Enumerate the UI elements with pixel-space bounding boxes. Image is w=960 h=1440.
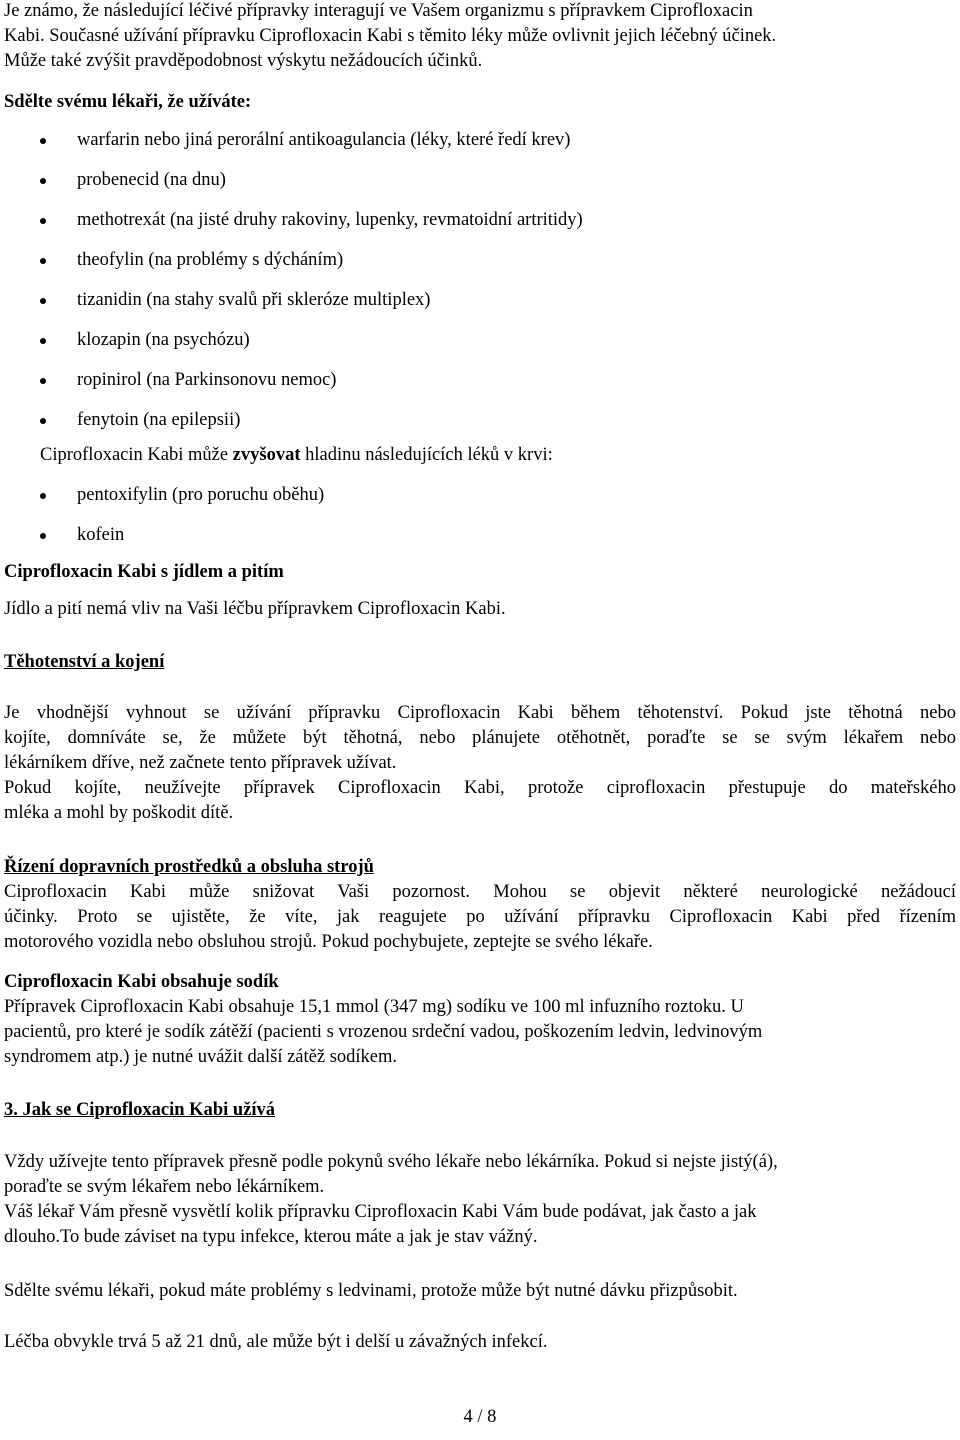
sodium-heading: Ciprofloxacin Kabi obsahuje sodík [4, 972, 279, 992]
list-item: kofein [4, 523, 956, 548]
pregnancy-paragraph [4, 701, 956, 826]
text-line: účinky. Proto se ujistěte, že víte, jak reagujete po užívání přípravku Ciprofloxacin Kabi před řízením [4, 907, 956, 927]
tell-doctor-heading: Sdělte svému lékaři, že užíváte: [4, 92, 252, 112]
text-line: Je vhodnější vyhnout se užívání přípravku Ciprofloxacin Kabi během těhotenství. Pokud jste těhotná nebo [4, 703, 956, 723]
text-line: kojíte, domníváte se, že můžete být těhotná, nebo plánujete otěhotnět, poraďte se se svým lékařem nebo [4, 728, 956, 748]
text-line: Ciprofloxacin Kabi může snižovat Vaši pozornost. Mohou se objevit některé neurologické nežádoucí [4, 882, 956, 902]
food-text: Jídlo a pití nemá vliv na Vaši léčbu přípravkem Ciprofloxacin Kabi. [4, 599, 506, 619]
text-line: lékárníkem dříve, než začnete tento přípravek užívat. [4, 753, 397, 773]
list-item: methotrexát (na jisté druhy rakoviny, lupenky, revmatoidní artritidy) [4, 208, 956, 233]
text-line: Přípravek Ciprofloxacin Kabi obsahuje 15,1 mmol (347 mg) sodíku ve 100 ml infuzního roztoku. U [4, 997, 744, 1017]
list-item: theofylin (na problémy s dýcháním) [4, 248, 956, 273]
text-line: dlouho.To bude záviset na typu infekce, kterou máte a jak je stav vážný. [4, 1227, 538, 1247]
increase-list [4, 483, 956, 548]
text-line: motorového vozidla nebo obsluhou strojů. Pokud pochybujete, zeptejte se svého lékaře. [4, 932, 653, 952]
text-line: Pokud kojíte, neužívejte přípravek Ciprofloxacin Kabi, protože ciprofloxacin přestupuje do mateřského [4, 778, 956, 798]
sodium-paragraph [4, 995, 956, 1070]
food-heading: Ciprofloxacin Kabi s jídlem a pitím [4, 562, 284, 582]
section-3-paragraph-1 [4, 1150, 956, 1250]
list-item: klozapin (na psychózu) [4, 328, 956, 353]
list-item: tizanidin (na stahy svalů při skleróze multiplex) [4, 288, 956, 313]
section-3-heading: 3. Jak se Ciprofloxacin Kabi užívá [4, 1100, 276, 1120]
list-item: probenecid (na dnu) [4, 168, 956, 193]
text-line: mléka a mohl by poškodit dítě. [4, 803, 234, 823]
intro-line: Je známo, že následující léčivé přípravky interagují ve Vašem organizmu s přípravkem Ciprofloxacin [4, 1, 753, 21]
text-line: pacientů, pro které je sodík zátěží (pacienti s vrozenou srdeční vadou, poškozením ledvin, ledvinovým [4, 1022, 763, 1042]
text-line: Vždy užívejte tento přípravek přesně podle pokynů svého lékaře nebo lékárníka. Pokud si nejste jistý(á), [4, 1152, 778, 1172]
intro-line: Může také zvýšit pravděpodobnost výskytu nežádoucích účinků. [4, 51, 483, 71]
text-line: Váš lékař Vám přesně vysvětlí kolik přípravku Ciprofloxacin Kabi Vám bude podávat, jak často a jak [4, 1202, 757, 1222]
text-line: poraďte se svým lékařem nebo lékárníkem. [4, 1177, 325, 1197]
driving-paragraph [4, 880, 956, 955]
text-line: syndromem atp.) je nutné uvážit další zátěž sodíkem. [4, 1047, 398, 1067]
section-3-paragraph-3: Léčba obvykle trvá 5 až 21 dnů, ale může být i delší u závažných infekcí. [4, 1332, 548, 1352]
page-number: 4 / 8 [463, 1407, 497, 1427]
interaction-list [4, 128, 956, 433]
pregnancy-heading: Těhotenství a kojení [4, 652, 165, 672]
list-item: warfarin nebo jiná perorální antikoagulancia (léky, které ředí krev) [4, 128, 956, 153]
list-item: fenytoin (na epilepsii) [4, 408, 956, 433]
increase-intro: Ciprofloxacin Kabi může zvyšovat hladinu následujících léků v krvi: [40, 445, 553, 465]
list-item: pentoxifylin (pro poruchu oběhu) [4, 483, 956, 508]
driving-heading: Řízení dopravních prostředků a obsluha strojů [4, 857, 374, 877]
intro-line: Kabi. Současné užívání přípravku Ciprofloxacin Kabi s těmito léky může ovlivnit jejich léčebný účinek. [4, 26, 777, 46]
section-3-paragraph-2: Sdělte svému lékaři, pokud máte problémy s ledvinami, protože může být nutné dávku přizpůsobit. [4, 1281, 738, 1301]
list-item: ropinirol (na Parkinsonovu nemoc) [4, 368, 956, 393]
intro-paragraph [4, 0, 956, 74]
